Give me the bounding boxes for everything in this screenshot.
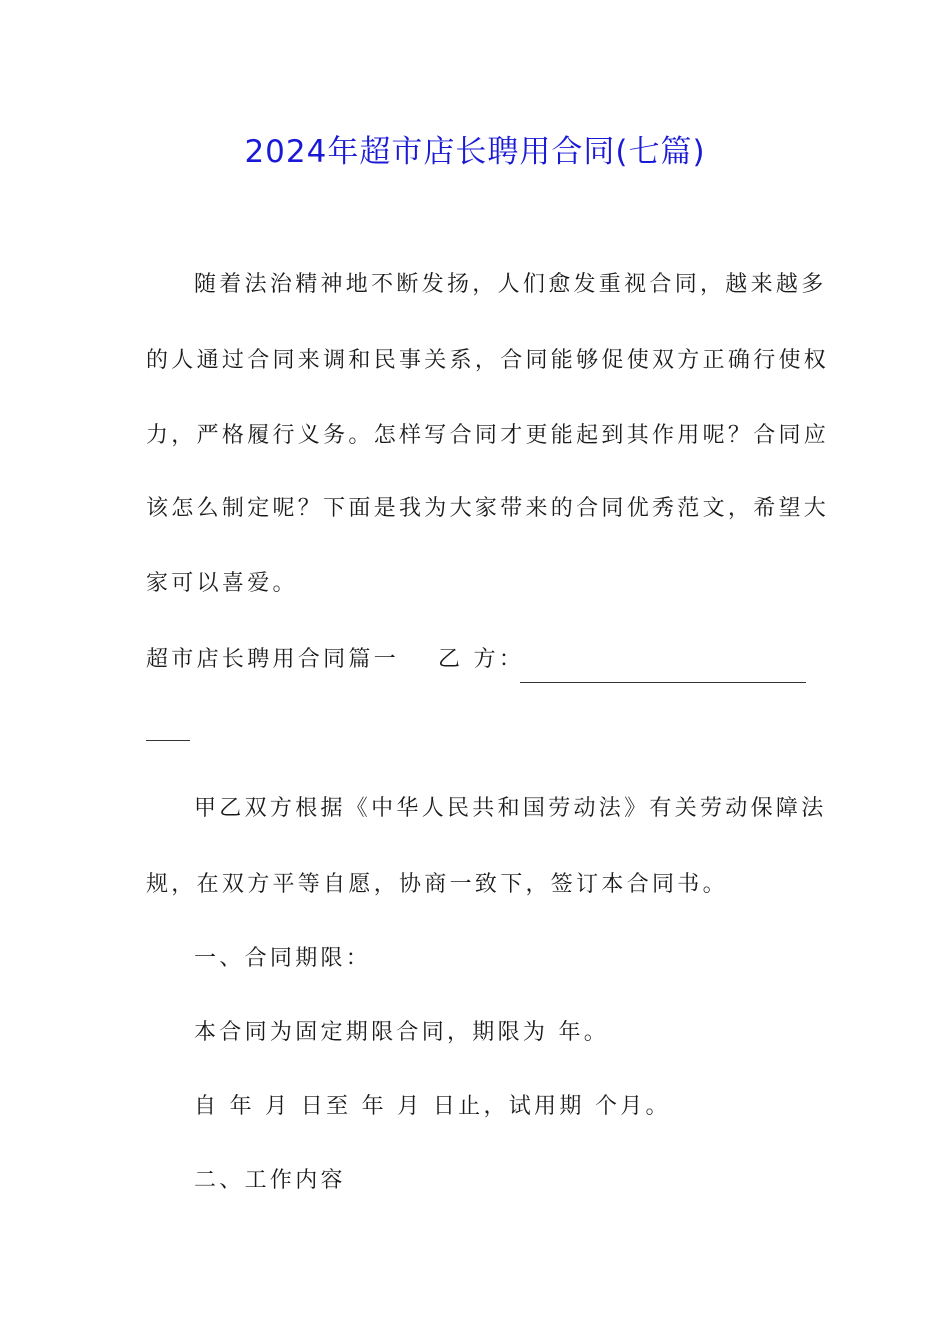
intro-line-1: 随着法治精神地不断发扬，人们愈发重视合同，越来越多: [194, 272, 827, 297]
party-b-blank-line: [520, 682, 806, 683]
clause-heading-work: 二、工作内容: [194, 1168, 346, 1193]
clause-heading-term: 一、合同期限：: [194, 946, 372, 971]
section-heading: 超市店长聘用合同篇一: [146, 647, 400, 672]
body-line-2: 规，在双方平等自愿，协商一致下，签订本合同书。: [146, 872, 728, 897]
intro-line-3: 力，严格履行义务。怎样写合同才更能起到其作用呢？合同应: [146, 423, 830, 448]
intro-line-4: 该怎么制定呢？下面是我为大家带来的合同优秀范文，希望大: [146, 496, 830, 521]
body-line-term: 本合同为固定期限合同，期限为 年。: [194, 1020, 610, 1045]
body-line-dates: 自 年 月 日至 年 月 日止，试用期 个月。: [194, 1094, 671, 1119]
party-b-label: 乙 方：: [438, 647, 525, 672]
intro-line-2: 的人通过合同来调和民事关系，合同能够促使双方正确行使权: [146, 348, 830, 373]
document-title: 2024年超市店长聘用合同(七篇): [244, 134, 706, 170]
intro-line-5: 家可以喜爱。: [146, 571, 298, 596]
body-line-1: 甲乙双方根据《中华人民共和国劳动法》有关劳动保障法: [194, 796, 827, 821]
party-b-blank-line-continued: [146, 740, 190, 741]
